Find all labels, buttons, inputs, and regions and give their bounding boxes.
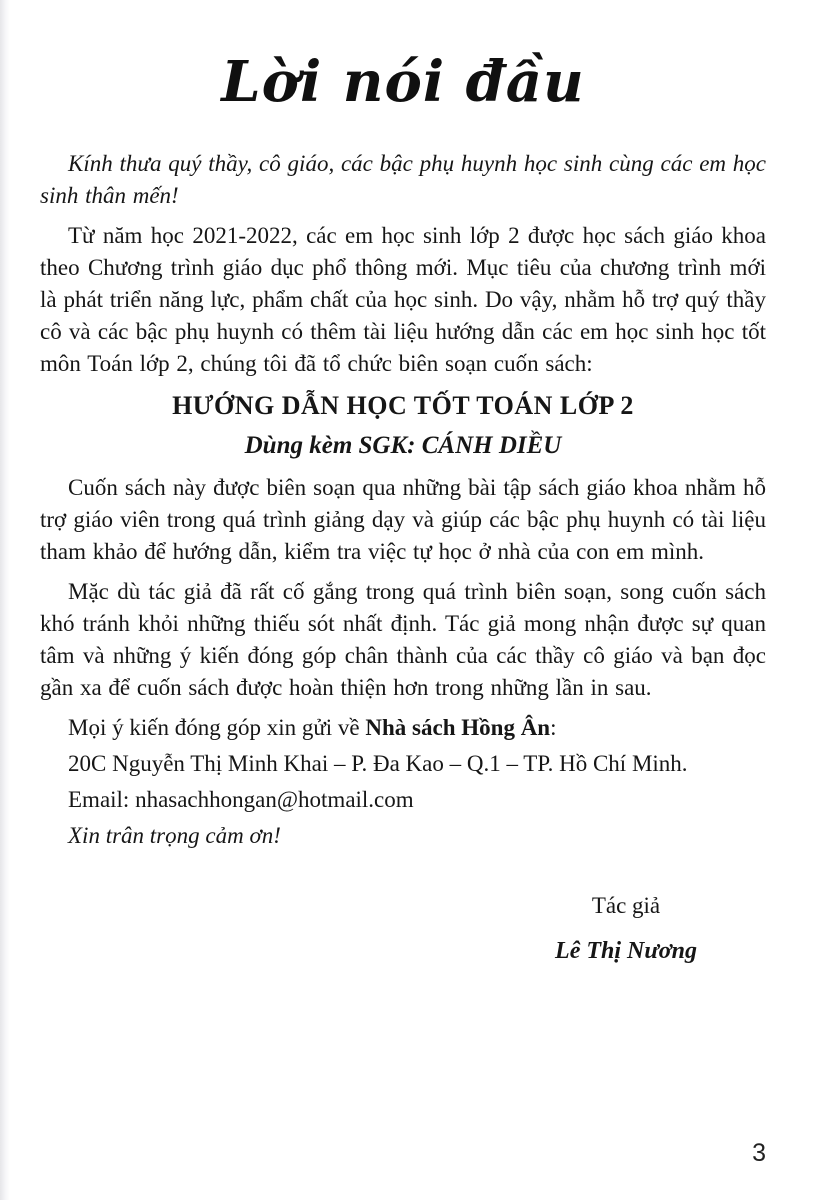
intro-paragraph: Từ năm học 2021-2022, các em học sinh lớp 2 được học sách giáo khoa theo Chương trình giáo dục phổ thông mới. Mục tiêu của chương trình mới là phát triển năng lực, phẩm chất của học sinh. Do vậy, nhằm hỗ trợ quý thầy cô và các bậc phụ huynh có thêm tài liệu hướng dẫn các em học sinh học tốt môn Toán lớp 2, chúng tôi đã tổ chức biên soạn cuốn sách: (40, 223, 766, 376)
publisher-name: Nhà sách Hồng Ân (365, 715, 551, 740)
book-subtitle-heading: Dùng kèm SGK: CÁNH DIỀU (244, 432, 562, 459)
feedback-prefix: Mọi ý kiến đóng góp xin gửi về (68, 715, 366, 740)
address-line: 20C Nguyễn Thị Minh Khai – P. Đa Kao – Q.1 – TP. Hồ Chí Minh. (68, 751, 688, 776)
purpose-paragraph: Cuốn sách này được biên soạn qua những bài tập sách giáo khoa nhằm hỗ trợ giáo viên trong quá trình giảng dạy và giúp các bậc phụ huynh có tài liệu tham khảo để hướng dẫn, kiểm tra việc tự học ở nhà của con em mình. (40, 475, 766, 564)
signature-author: Lê Thị Nương (555, 938, 697, 964)
email-line: Email: nhasachhongan@hotmail.com (68, 787, 414, 812)
page-title: Lời nói đầu (221, 49, 585, 115)
greeting-paragraph: Kính thưa quý thầy, cô giáo, các bậc phụ huynh học sinh cùng các em học sinh thân mến! (40, 151, 766, 208)
signature-block (516, 890, 736, 967)
page-number: 3 (752, 1139, 766, 1167)
signature-role: Tác giả (591, 893, 661, 918)
book-title-heading: HƯỚNG DẪN HỌC TỐT TOÁN LỚP 2 (172, 391, 634, 420)
feedback-line (40, 712, 766, 744)
scan-edge-shadow (0, 0, 10, 1200)
thanks-line: Xin trân trọng cảm ơn! (68, 823, 281, 848)
feedback-suffix: : (550, 715, 557, 740)
apology-paragraph: Mặc dù tác giả đã rất cố gắng trong quá trình biên soạn, song cuốn sách khó tránh khỏi những thiếu sót nhất định. Tác giả mong nhận được sự quan tâm và những ý kiến đóng góp chân thành của các thầy cô giáo và bạn đọc gần xa để cuốn sách được hoàn thiện hơn trong những lần in sau. (40, 579, 766, 700)
